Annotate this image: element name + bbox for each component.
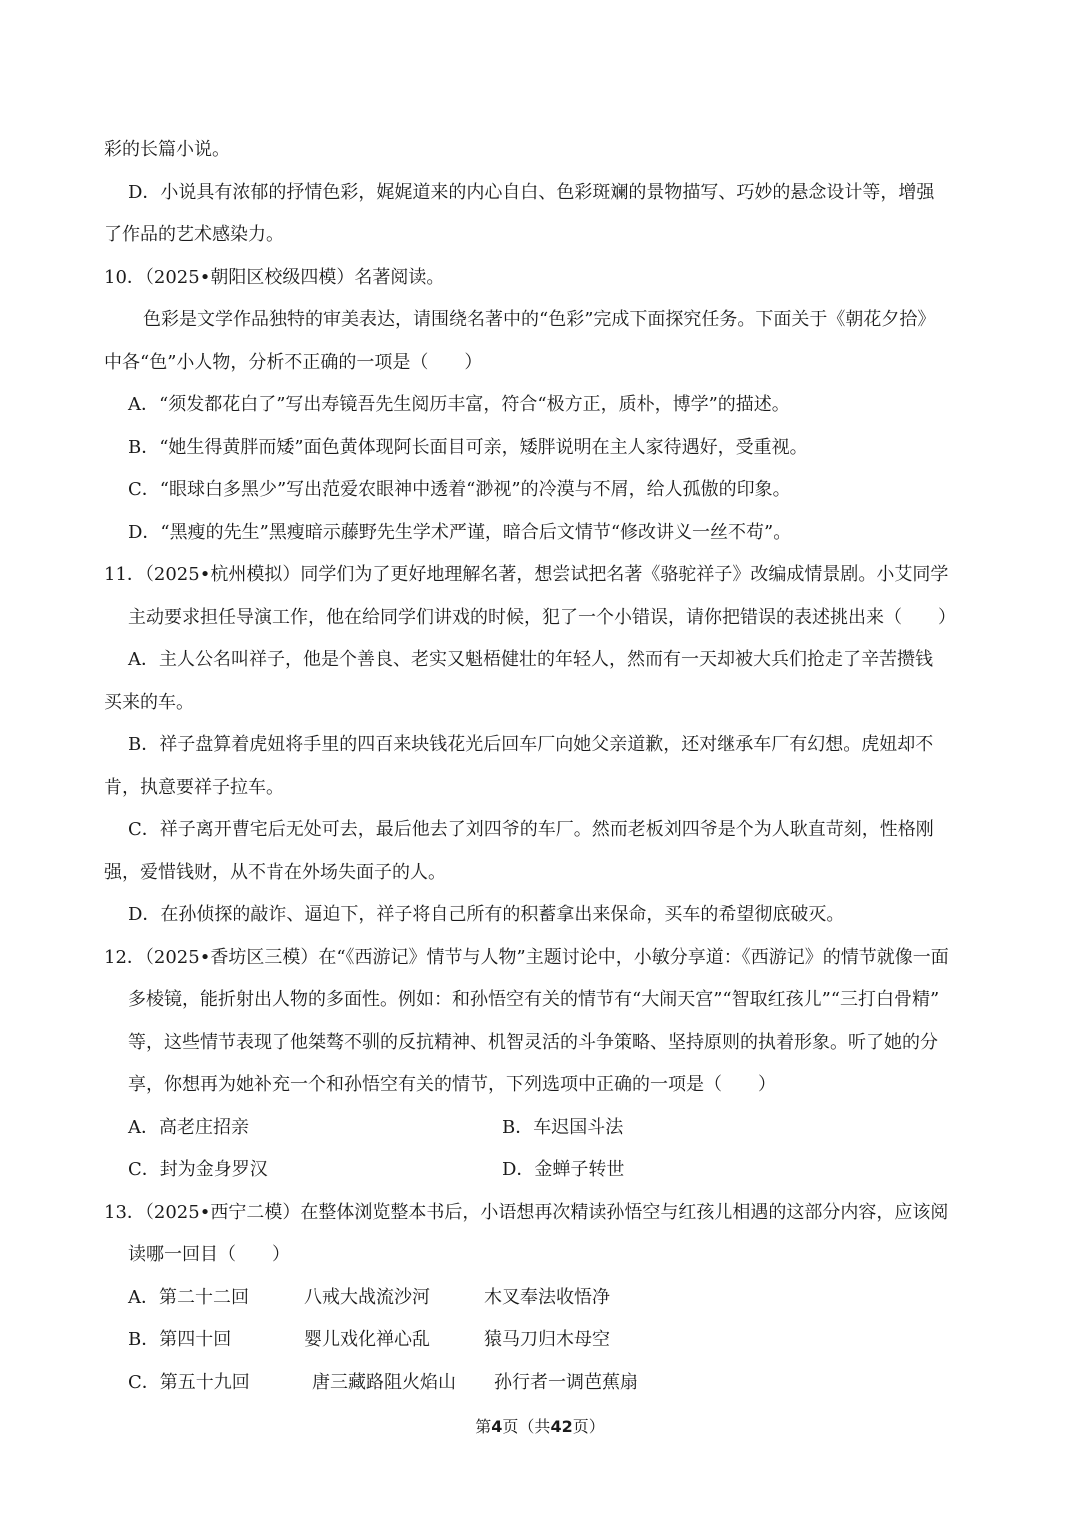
option-d: D．在孙侦探的敲诈、逼迫下，祥子将自己所有的积蓄拿出来保命，买车的希望彻底破灭。	[128, 904, 845, 925]
option-a-title-2: 木叉奉法收悟净	[484, 1287, 610, 1308]
footer-total-pages: 42	[550, 1417, 573, 1436]
text-line: 等，这些情节表现了他桀骜不驯的反抗精神、机智灵活的斗争策略、坚持原则的执着形象。听了她的分	[128, 1032, 938, 1053]
option-b: B．车迟国斗法	[502, 1117, 624, 1138]
text-line: 多棱镜，能折射出人物的多面性。例如：和孙悟空有关的情节有“大闹天宫”“智取红孩儿”“三打白骨精”	[128, 989, 940, 1010]
option-d: D．“黑瘦的先生”黑瘦暗示藤野先生学术严谨，暗合后文情节“修改讲义一丝不苟”。	[128, 522, 792, 543]
question-10-header: 10．（2025•朝阳区校级四模）名著阅读。	[104, 267, 445, 288]
option-a: A．高老庄招亲	[128, 1117, 249, 1138]
footer-prefix: 第	[475, 1417, 492, 1436]
option-b-title-2: 猿马刀归木母空	[484, 1329, 610, 1350]
text-line: 了作品的艺术感染力。	[104, 224, 284, 245]
footer-page-number: 4	[491, 1417, 503, 1436]
text-line: 强，爱惜钱财，从不肯在外场失面子的人。	[104, 862, 446, 883]
text-line: 享，你想再为她补充一个和孙悟空有关的情节，下列选项中正确的一项是（ ）	[128, 1074, 776, 1095]
option-c-title-2: 孙行者一调芭蕉扇	[494, 1372, 638, 1393]
option-b-chapter: B．第四十回	[128, 1329, 232, 1350]
text-line: 肯，执意要祥子拉车。	[104, 777, 284, 798]
option-d: D．金蝉子转世	[502, 1159, 625, 1180]
option-c: C．“眼球白多黑少”写出范爱农眼神中透着“渺视”的冷漠与不屑，给人孤傲的印象。	[128, 479, 791, 500]
question-12-header: 12．（2025•香坊区三模）在“《西游记》情节与人物”主题讨论中，小敏分享道：《西游记》的情节就像一面	[104, 947, 949, 968]
text-line: D．小说具有浓郁的抒情色彩，娓娓道来的内心自白、色彩斑斓的景物描写、巧妙的悬念设计等，增强	[128, 182, 935, 203]
option-a: A．“须发都花白了”写出寿镜吾先生阅历丰富，符合“极方正，质朴，博学”的描述。	[128, 394, 790, 415]
text-line: 彩的长篇小说。	[104, 139, 230, 160]
question-11-header: 11．（2025•杭州模拟）同学们为了更好地理解名著，想尝试把名著《骆驼祥子》改编成情景剧。小艾同学	[104, 564, 949, 585]
option-c-chapter: C．第五十九回	[128, 1372, 250, 1393]
question-13-header: 13．（2025•西宁二模）在整体浏览整本书后，小语想再次精读孙悟空与红孩儿相遇的这部分内容，应该阅	[104, 1202, 949, 1223]
text-line: 色彩是文学作品独特的审美表达，请围绕名著中的“色彩”完成下面探究任务。下面关于《朝花夕拾》	[143, 309, 936, 330]
option-b-title-1: 婴儿戏化禅心乱	[304, 1329, 430, 1350]
option-a-chapter: A．第二十二回	[128, 1287, 249, 1308]
text-line: 中各“色”小人物，分析不正确的一项是（ ）	[104, 352, 483, 373]
footer-suffix: 页）	[572, 1417, 605, 1436]
option-a: A．主人公名叫祥子，他是个善良、老实又魁梧健壮的年轻人，然而有一天却被大兵们抢走了辛苦攒钱	[128, 649, 933, 670]
text-line: 主动要求担任导演工作，他在给同学们讲戏的时候，犯了一个小错误，请你把错误的表述挑出来（ ）	[128, 607, 956, 628]
option-c: C．祥子离开曹宅后无处可去，最后他去了刘四爷的车厂。然而老板刘四爷是个为人耿直苛刻，性格刚	[128, 819, 934, 840]
text-line: 读哪一回目（ ）	[128, 1244, 290, 1265]
option-c-title-1: 唐三藏路阻火焰山	[312, 1372, 456, 1393]
footer-middle: 页（共	[502, 1417, 551, 1436]
option-c: C．封为金身罗汉	[128, 1159, 268, 1180]
page-footer	[0, 1415, 1080, 1439]
option-a-title-1: 八戒大战流沙河	[304, 1287, 430, 1308]
option-b: B．祥子盘算着虎妞将手里的四百来块钱花光后回车厂向她父亲道歉，还对继承车厂有幻想。虎妞却不	[128, 734, 934, 755]
text-line: 买来的车。	[104, 692, 194, 713]
option-b: B．“她生得黄胖而矮”面色黄体现阿长面目可亲，矮胖说明在主人家待遇好，受重视。	[128, 437, 808, 458]
